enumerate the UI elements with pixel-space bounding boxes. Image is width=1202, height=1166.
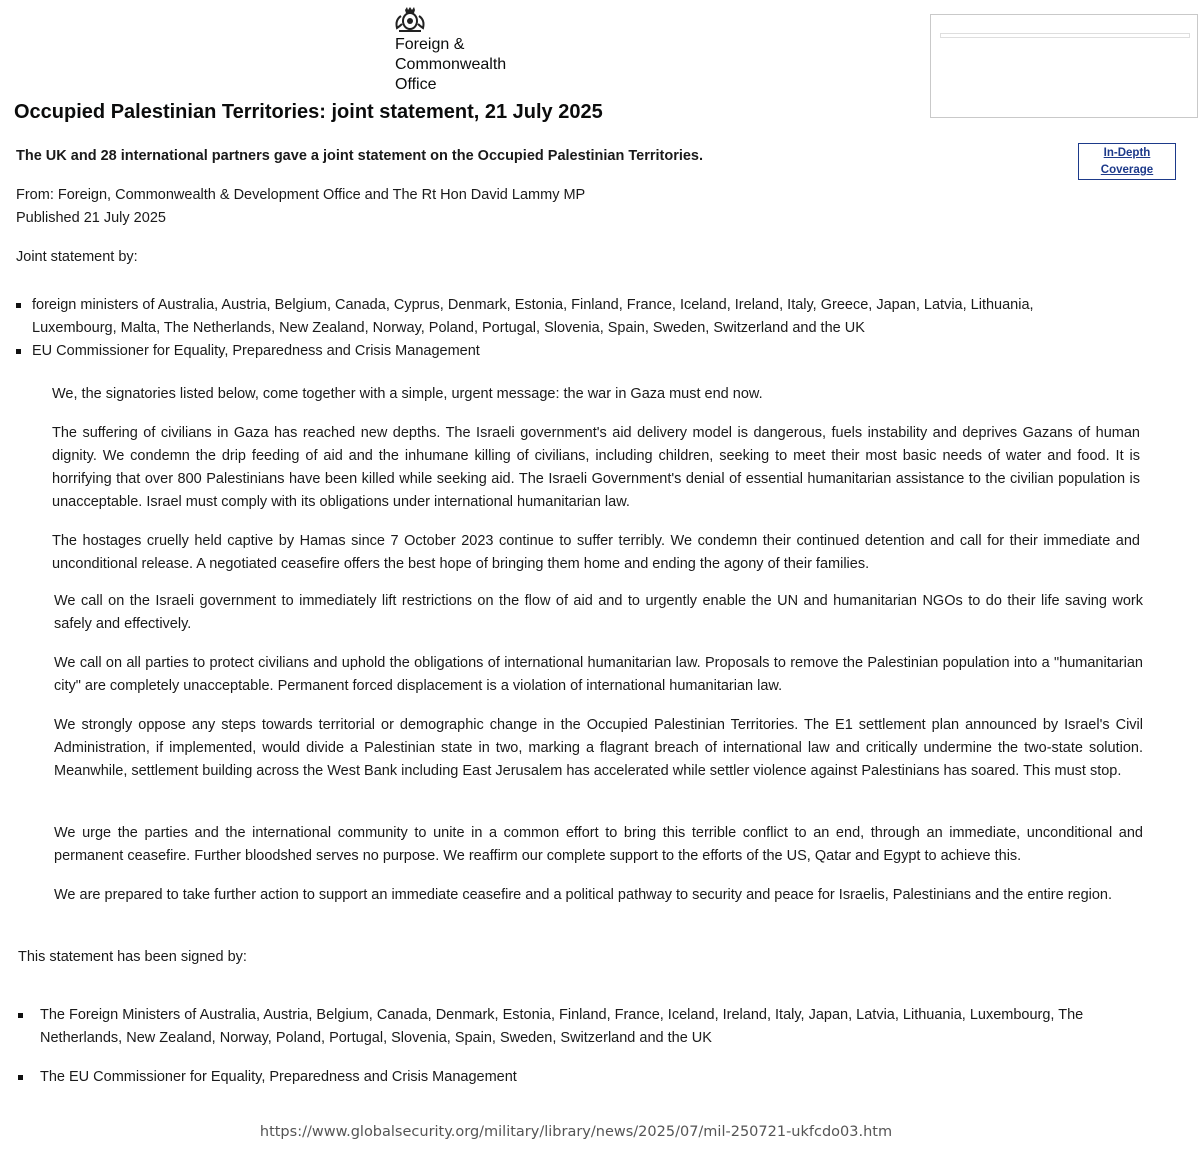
in-depth-coverage-button[interactable]: [1078, 143, 1176, 180]
ad-bar: [940, 33, 1190, 38]
page-title: Occupied Palestinian Territories: joint statement, 21 July 2025: [14, 101, 603, 123]
royal-crest-icon: [393, 6, 427, 34]
statement-paragraph: The suffering of civilians in Gaza has reached new depths. The Israeli government's aid delivery model is dangerous, fuels instability and deprives Gazans of human dignity. We condemn the drip feeding of aid and the inhumane killing of civilians, including children, seeking to meet their most basic needs of water and food. It is horrifying that over 800 Palestinians have been killed while seeking aid. The Israeli Government's denial of essential humanitarian assistance to the civilian population is unacceptable. Israel must comply with its obligations under international humanitarian law.: [52, 425, 1140, 510]
signed-by-list-eu: [18, 1066, 1142, 1089]
org-name: Foreign & Commonwealth Office: [395, 36, 507, 93]
statement-paragraph: We strongly oppose any steps towards territorial or demographic change in the Occupied Palestinian Territories. The E1 settlement plan announced by Israel's Civil Administration, if implemented, would divide a Palestinian state in two, marking a flagrant breach of international law and critically undermine the two-state solution. Meanwhile, settlement building across the West Bank including East Jerusalem has accelerated while settler violence against Palestinians has soared. This must stop.: [54, 717, 1143, 779]
statement-paragraph: We urge the parties and the international community to unite in a common effort to bring this terrible conflict to an end, through an immediate, unconditional and permanent ceasefire. Further bloodshed serves no purpose. We reaffirm our complete support to the efforts of the US, Qatar and Egypt to achieve this.: [54, 825, 1143, 864]
in-depth-link[interactable]: In-Depth: [1103, 147, 1151, 159]
signatories-intro-list: [16, 294, 1116, 363]
coverage-link[interactable]: Coverage: [1100, 164, 1154, 176]
list-item: The EU Commissioner for Equality, Preparedness and Crisis Management: [18, 1066, 1142, 1089]
statement-paragraph: We, the signatories listed below, come together with a simple, urgent message: the war in Gaza must end now.: [52, 386, 763, 402]
signed-by-list: [18, 1004, 1142, 1050]
statement-paragraph: The hostages cruelly held captive by Hamas since 7 October 2023 continue to suffer terribly. We condemn their continued detention and call for their immediate and unconditional release. A negotiated ceasefire offers the best hope of bringing them home and ending the agony of their families.: [52, 533, 1140, 572]
statement-paragraph: We are prepared to take further action to support an immediate ceasefire and a political pathway to security and peace for Israelis, Palestinians and the entire region.: [54, 887, 1113, 903]
source-url: https://www.globalsecurity.org/military/library/news/2025/07/mil-250721-ukfcdo03.htm: [259, 1124, 893, 1140]
signed-by-label: This statement has been signed by:: [18, 949, 247, 965]
page-summary: The UK and 28 international partners gave a joint statement on the Occupied Palestinian Territories.: [16, 148, 704, 164]
ad-placeholder: [930, 14, 1198, 118]
from-line: From: Foreign, Commonwealth & Development Office and The Rt Hon David Lammy MP: [16, 187, 586, 203]
list-item: foreign ministers of Australia, Austria, Belgium, Canada, Cyprus, Denmark, Estonia, Finland, France, Iceland, Ireland, Italy, Greece, Japan, Latvia, Lithuania, Luxembourg, Malta, The Netherlands, New Zealand, Norway, Poland, Portugal, Slovenia, Spain, Sweden, Switzerland and the UK: [16, 294, 1116, 340]
statement-paragraph: We call on the Israeli government to immediately lift restrictions on the flow of aid and to urgently enable the UN and humanitarian NGOs to do their life saving work safely and effectively.: [54, 593, 1143, 632]
joint-statement-label: Joint statement by:: [16, 249, 138, 265]
list-item: The Foreign Ministers of Australia, Austria, Belgium, Canada, Denmark, Estonia, Finland, France, Iceland, Ireland, Italy, Japan, Latvia, Lithuania, Luxembourg, The Netherlands, New Zealand, Norway, Poland, Portugal, Slovenia, Spain, Sweden, Switzerland and the UK: [18, 1004, 1142, 1050]
published-date: Published 21 July 2025: [16, 210, 166, 226]
statement-paragraph: We call on all parties to protect civilians and uphold the obligations of international humanitarian law. Proposals to remove the Palestinian population into a "humanitarian city" are completely unacceptable. Permanent forced displacement is a violation of international humanitarian law.: [54, 655, 1143, 694]
list-item: EU Commissioner for Equality, Preparedness and Crisis Management: [16, 340, 1116, 363]
